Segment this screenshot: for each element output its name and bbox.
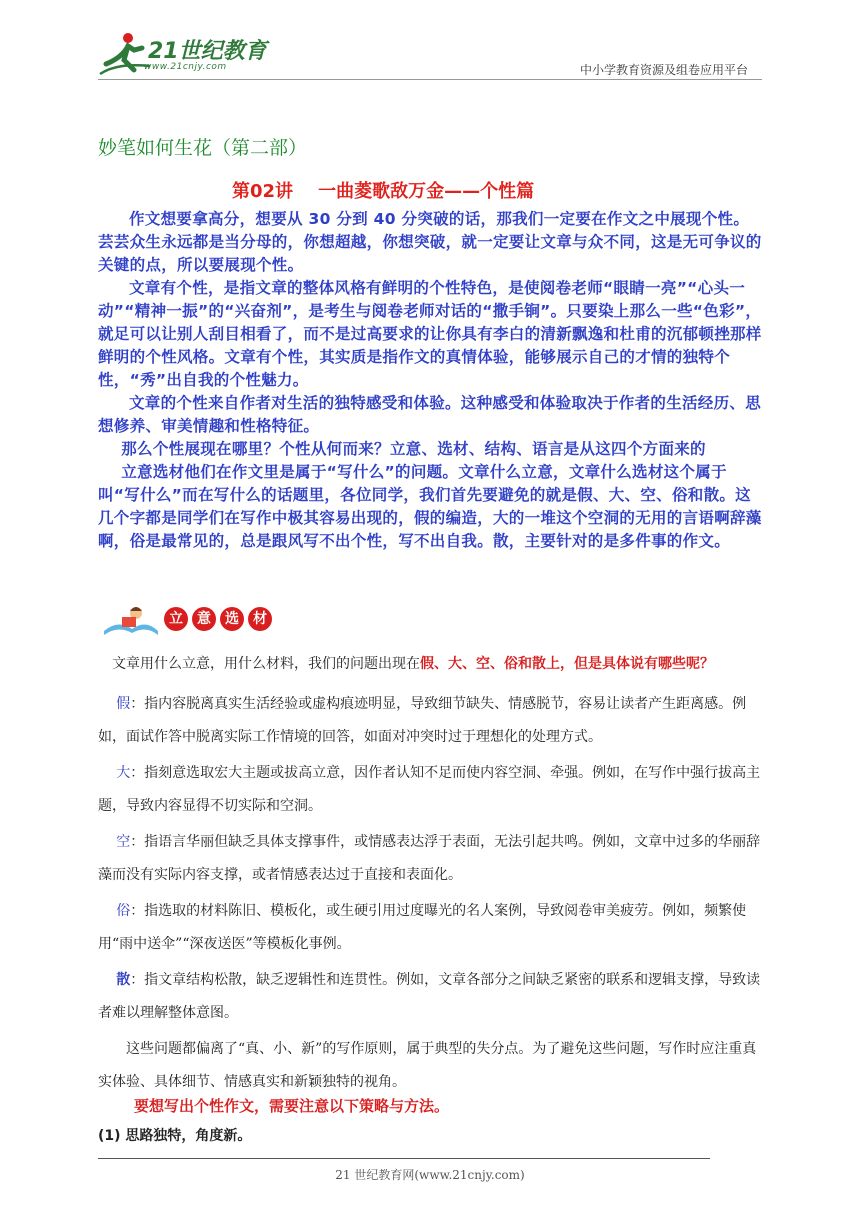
list-item (98, 826, 764, 892)
footer-divider (98, 1158, 710, 1159)
badge-char: 意 (192, 607, 216, 631)
logo-url: www.21cnjy.com (144, 62, 227, 72)
intro-paragraph: 立意选材他们在作文里是属于“写什么”的问题。文章什么立意，文章什么选材这个属于叫“写什么”而在写什么的话题里，各位同学，我们首先要避免的就是假、大、空、俗和散。这几个字都是同学们在写作中极其容易出现的，假的编造，大的一堆这个空洞的无用的言语啊辞藻啊，俗是最常见的，总是跟风写不出个性，写不出自我。散，主要针对的是多件事的作文。 (98, 463, 762, 550)
badge-char: 选 (220, 607, 244, 631)
question-highlight: 假、大、空、俗和散上，但是具体说有哪些呢？ (420, 656, 714, 672)
logo-text: 21世纪教育 (148, 39, 267, 64)
badge-char: 立 (164, 607, 188, 631)
item-text: ：指选取的材料陈旧、模板化，或生硬引用过度曝光的名人案例，导致阅卷审美疲劳。例如，频繁使用“雨中送伞”“深夜送医”等模板化事例。 (98, 903, 747, 952)
item-key: 空 (116, 834, 131, 850)
list-item (98, 964, 764, 1030)
section-badge (102, 605, 272, 637)
item-key: 散 (116, 972, 131, 988)
item-key: 俗 (116, 903, 131, 919)
platform-name: 中小学教育资源及组卷应用平台 (579, 63, 748, 77)
badge-char: 材 (248, 607, 272, 631)
problem-list (98, 688, 764, 1099)
intro-section (98, 208, 762, 553)
intro-paragraph: 那么个性展现在哪里？个性从何而来？立意、选材、结构、语言是从这四个方面来的 (121, 440, 706, 458)
item-key: 大 (116, 765, 131, 781)
intro-paragraph: 作文想要拿高分，想要从 30 分到 40 分突破的话，那我们一定要在作文之中展现个性。芸芸众生永远都是当分母的，你想超越，你想突破，就一定要让文章与众不同，这是无可争议的关键的点，所以要展现个性。 (98, 210, 762, 274)
site-logo (98, 30, 268, 80)
point-heading: (1) 思路独特，角度新。 (98, 1128, 252, 1144)
intro-paragraph: 文章有个性，是指文章的整体风格有鲜明的个性特色，是使阅卷老师“眼睛一亮”“心头一动”“精神一振”的“兴奋剂”，是考生与阅卷老师对话的“撒手锏”。只要染上那么一些“色彩”，就足可以让别人刮目相看了，而不是过高要求的让你具有李白的清新飘逸和杜甫的沉郁顿挫那样鲜明的个性风格。文章有个性，其实质是指作文的真情体验，能够展示自己的才情的独特个性，“秀”出自我的个性魅力。 (98, 279, 762, 389)
item-text: ：指内容脱离真实生活经验或虚构痕迹明显，导致细节缺失、情感脱节，容易让读者产生距离感。例如，面试作答中脱离实际工作情境的回答，如面对冲突时过于理想化的处理方式。 (98, 696, 747, 745)
item-key: 假 (116, 696, 131, 712)
list-item (98, 757, 764, 823)
lecture-title: 第02讲 一曲菱歌敌万金——个性篇 (232, 181, 535, 202)
item-text: ：指文章结构松散，缺乏逻辑性和连贯性。例如，文章各部分之间缺乏紧密的联系和逻辑支撑，导致读者难以理解整体意图。 (98, 972, 761, 1021)
item-text: ：指语言华丽但缺乏具体支撑事件，或情感表达浮于表面，无法引起共鸣。例如，文章中过多的华丽辞藻而没有实际内容支撑，或者情感表达过于直接和表面化。 (98, 834, 761, 883)
summary-paragraph: 这些问题都偏离了“真、小、新”的写作原则，属于典型的失分点。为了避免这些问题，写作时应注重真实体验、具体细节、情感真实和新颖独特的视角。 (98, 1041, 757, 1090)
header-divider (98, 79, 762, 80)
list-item (98, 688, 764, 754)
footer-text: 21 世纪教育网(www.21cnjy.com) (335, 1168, 525, 1182)
reading-child-icon (102, 605, 160, 637)
part-title: 妙笔如何生花（第二部） (98, 137, 308, 159)
question-line (98, 648, 764, 681)
list-item (98, 895, 764, 961)
item-text: ：指刻意选取宏大主题或拔高立意，因作者认知不足而使内容空洞、牵强。例如，在写作中强行拔高主题，导致内容显得不切实际和空洞。 (98, 765, 761, 814)
question-lead: 文章用什么立意，用什么材料，我们的问题出现在 (112, 656, 420, 672)
strategy-heading: 要想写出个性作文，需要注意以下策略与方法。 (134, 1097, 450, 1115)
intro-paragraph: 文章的个性来自作者对生活的独特感受和体验。这种感受和体验取决于作者的生活经历、思想修养、审美情趣和性格特征。 (98, 394, 762, 435)
